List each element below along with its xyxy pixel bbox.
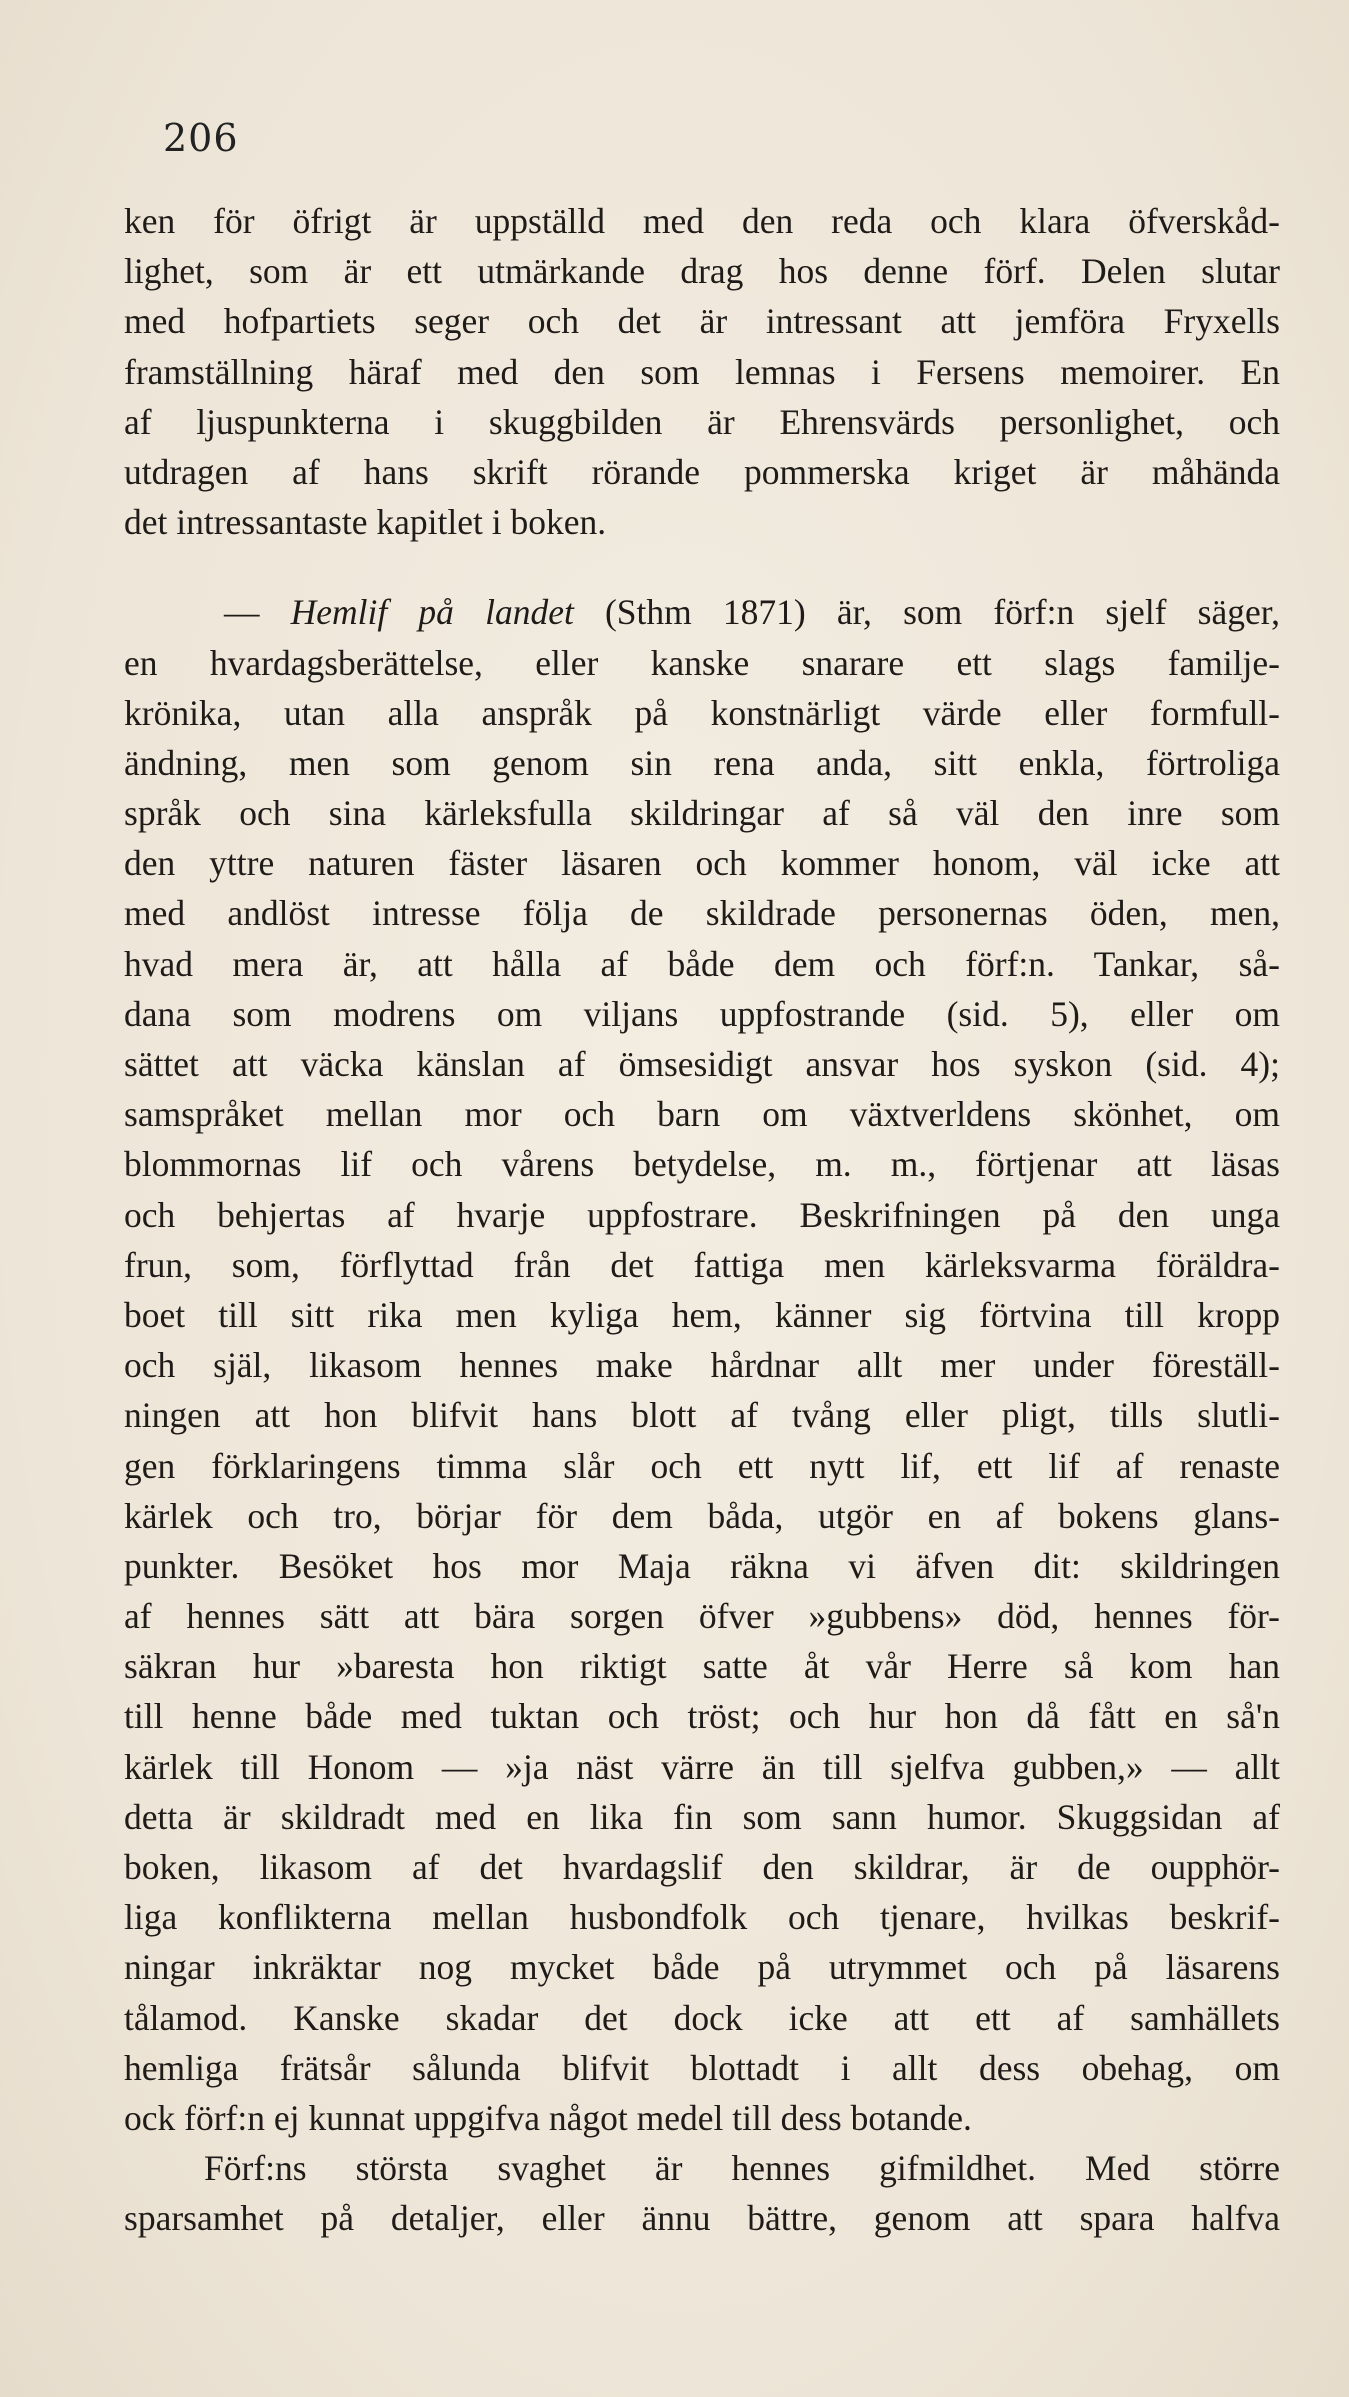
book-title: Hemlif på landet: [290, 592, 574, 633]
text-line: ock förf:n ej kunnat uppgifva något medel till dess botande.: [124, 2097, 972, 2138]
text-line: frun, som, förflyttad från det fattiga men kärleksvarma föräldra-: [124, 1244, 1280, 1285]
body-text: [124, 196, 1280, 2244]
text-line: till henne både med tuktan och tröst; och hur hon då fått en så'n: [124, 1696, 1280, 1737]
text-line: samspråket mellan mor och barn om växtverldens skönhet, om: [124, 1094, 1280, 1135]
text-line: gen förklaringens timma slår och ett nytt lif, ett lif af renaste: [124, 1445, 1280, 1486]
text-line: kärlek till Honom — »ja näst värre än till sjelfva gubben,» — allt: [124, 1746, 1280, 1787]
text-line: punkter. Besöket hos mor Maja räkna vi äfven dit: skildringen: [124, 1545, 1280, 1586]
dash: —: [224, 592, 260, 633]
text-line: af hennes sätt att bära sorgen öfver »gubbens» död, hennes för-: [124, 1596, 1280, 1637]
text-line: den yttre naturen fäster läsaren och kommer honom, väl icke att: [124, 843, 1280, 884]
text-line: tålamod. Kanske skadar det dock icke att ett af samhällets: [124, 1997, 1280, 2038]
text-line: och själ, likasom hennes make hårdnar allt mer under föreställ-: [124, 1345, 1280, 1386]
text-line: liga konflikterna mellan husbondfolk och tjenare, hvilkas beskrif-: [124, 1897, 1280, 1938]
text-line: en hvardagsberättelse, eller kanske snarare ett slags familje-: [124, 642, 1280, 683]
text-line: framställning häraf med den som lemnas i Fersens memoirer. En: [124, 351, 1280, 392]
text-line: hvad mera är, att hålla af både dem och förf:n. Tankar, så-: [124, 943, 1280, 984]
text-line: boken, likasom af det hvardagslif den skildrar, är de oupphör-: [124, 1847, 1280, 1887]
text-line: utdragen af hans skrift rörande pommerska kriget är måhända: [124, 451, 1280, 492]
text-line: sparsamhet på detaljer, eller ännu bättre, genom att spara halfva: [124, 2198, 1280, 2239]
text-line: ningar inkräktar nog mycket både på utrymmet och på läsarens: [124, 1947, 1280, 1988]
text-fragment: (Sthm 1871) är, som förf:n sjelf säger,: [604, 592, 1281, 633]
text-line: hemliga frätsår sålunda blifvit blottadt i allt dess obehag, om: [124, 2047, 1280, 2088]
text-line: säkran hur »baresta hon riktigt satte åt vår Herre så kom han: [124, 1646, 1280, 1687]
text-line: dana som modrens om viljans uppfostrande (sid. 5), eller om: [124, 993, 1280, 1034]
text-line: krönika, utan alla anspråk på konstnärligt värde eller formfull-: [124, 692, 1280, 733]
text-line: blommornas lif och vårens betydelse, m. m., förtjenar att läsas: [124, 1144, 1280, 1185]
text-line: det intressantaste kapitlet i boken.: [124, 502, 607, 543]
page-number: 206: [163, 116, 239, 160]
text-line: med hofpartiets seger och det är intressant att jemföra Fryxells: [124, 301, 1280, 342]
text-line: ningen att hon blifvit hans blott af tvång eller pligt, tills slutli-: [124, 1395, 1280, 1436]
text-line: språk och sina kärleksfulla skildringar af så väl den inre som: [124, 793, 1280, 834]
text-line: af ljuspunkterna i skuggbilden är Ehrensvärds personlighet, och: [124, 401, 1280, 442]
text-line: sättet att väcka känslan af ömsesidigt ansvar hos syskon (sid. 4);: [124, 1044, 1280, 1084]
text-line: ändning, men som genom sin rena anda, sitt enkla, förtroliga: [124, 742, 1280, 783]
text-line: med andlöst intresse följa de skildrade personernas öden, men,: [124, 893, 1280, 934]
text-line: ken för öfrigt är uppställd med den reda och klara öfverskåd-: [124, 201, 1280, 241]
text-line: lighet, som är ett utmärkande drag hos denne förf. Delen slutar: [124, 251, 1280, 292]
text-line: boet till sitt rika men kyliga hem, känner sig förtvina till kropp: [124, 1294, 1280, 1335]
text-line: Förf:ns största svaghet är hennes gifmildhet. Med större: [204, 2148, 1280, 2189]
text-line: [124, 587, 1280, 637]
text-line: och behjertas af hvarje uppfostrare. Beskrifningen på den unga: [124, 1194, 1280, 1235]
text-line: kärlek och tro, börjar för dem båda, utgör en af bokens glans-: [124, 1495, 1280, 1536]
text-line: detta är skildradt med en lika fin som sann humor. Skuggsidan af: [124, 1796, 1280, 1837]
